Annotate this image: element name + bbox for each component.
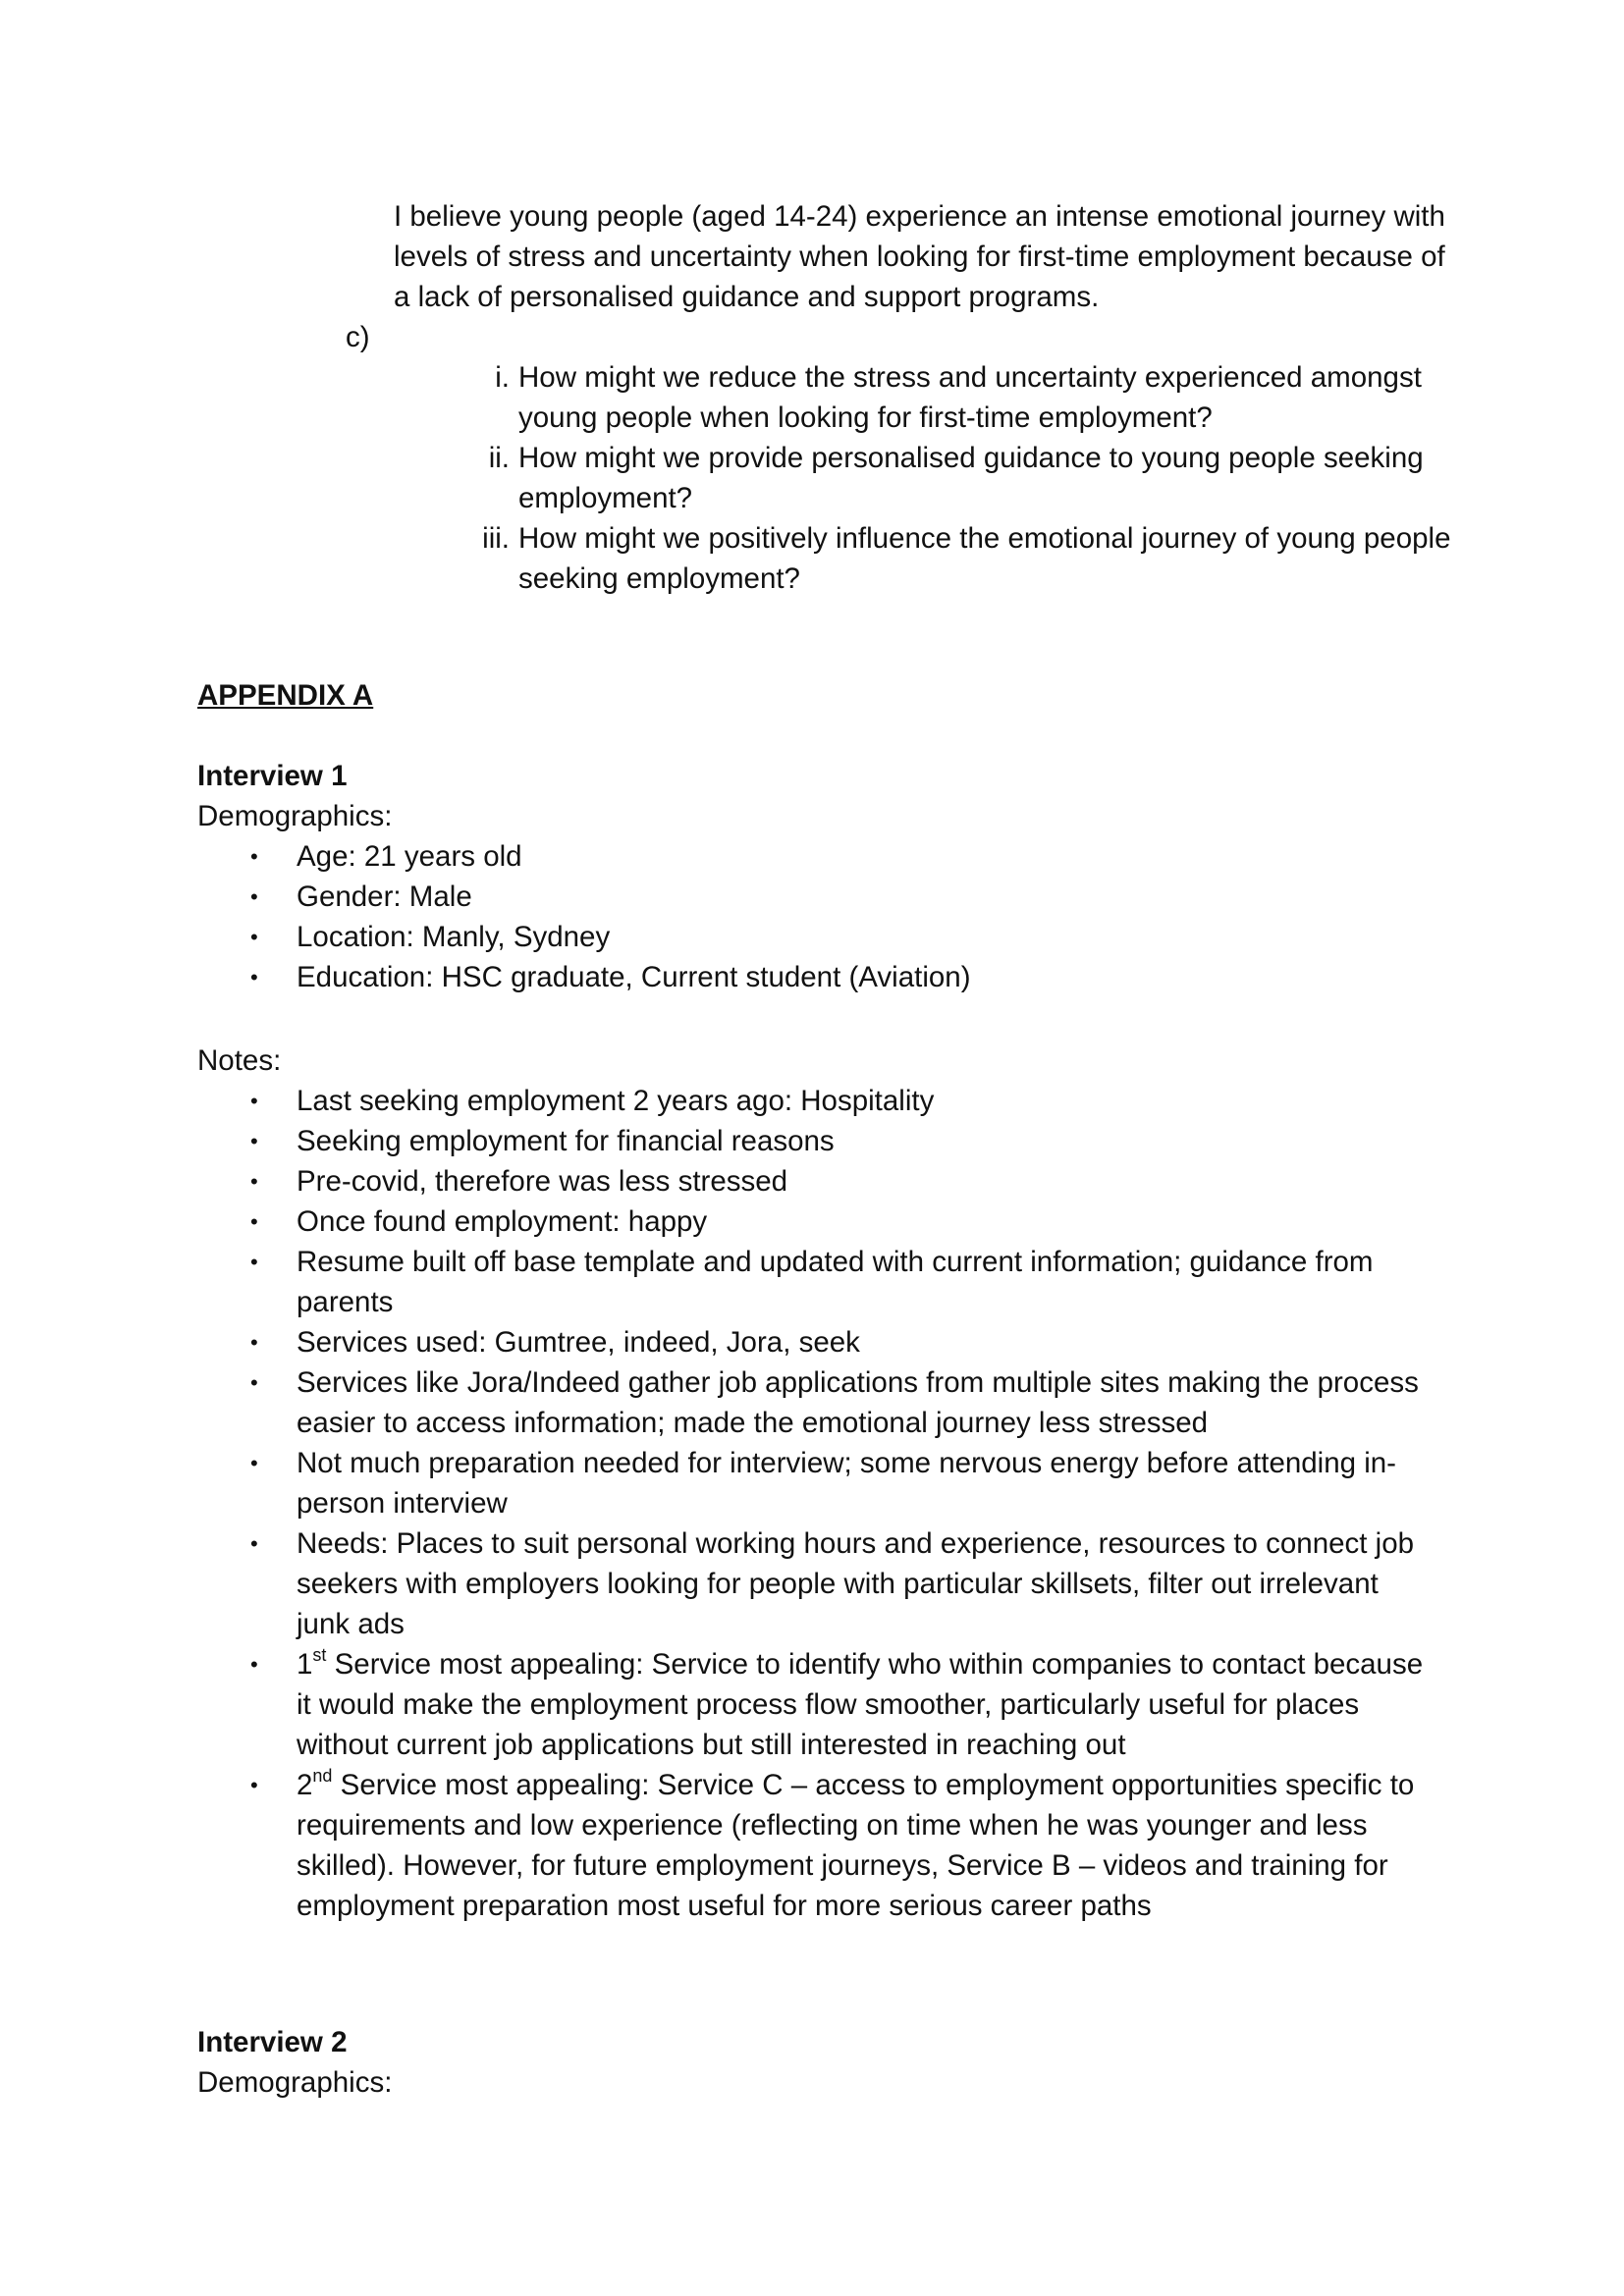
bullet-icon: • xyxy=(250,1129,258,1153)
list-item: • Seeking employment for financial reasons xyxy=(197,1121,1426,1161)
roman-numeral: i. xyxy=(495,361,510,394)
demographics-list xyxy=(197,836,1474,997)
bullet-icon: • xyxy=(250,1209,258,1234)
interview-2-title: Interview 2 xyxy=(197,2026,348,2058)
question-text: How might we positively influence the emotional journey of young people seeking employment? xyxy=(518,522,1451,595)
list-item xyxy=(394,357,1454,438)
hmw-questions-list xyxy=(394,357,1454,599)
list-item: • Services used: Gumtree, indeed, Jora, seek xyxy=(197,1322,1426,1362)
list-item: • Services like Jora/Indeed gather job applications from multiple sites making the process easier to access information; made the emotional journey less stressed xyxy=(197,1362,1426,1443)
interview-1-notes xyxy=(197,1041,1474,1926)
list-item: • 2nd Service most appealing: Service C – access to employment opportunities specific to requirements and low experience (reflecting on time when he was younger and less skilled). However, for future employment journeys, Service B – videos and training for employment preparation most useful for more serious career paths xyxy=(250,1766,1415,1922)
list-item: • Gender: Male xyxy=(197,877,1426,917)
interview-1-section xyxy=(197,756,1474,997)
list-item: • Pre-covid, therefore was less stressed xyxy=(197,1161,1426,1201)
bullet-icon: • xyxy=(250,1652,258,1677)
bullet-icon: • xyxy=(250,965,258,989)
demographics-label: Demographics: xyxy=(197,800,393,832)
bullet-icon: • xyxy=(250,1330,258,1355)
bullet-icon: • xyxy=(250,1370,258,1395)
bullet-icon: • xyxy=(250,1773,258,1797)
interview-2-section xyxy=(197,2022,1474,2103)
question-text: How might we provide personalised guidance to young people seeking employment? xyxy=(518,442,1424,514)
bullet-icon: • xyxy=(250,925,258,949)
roman-numeral: iii. xyxy=(482,522,510,555)
list-item: • Location: Manly, Sydney xyxy=(197,917,1426,957)
list-item: • Age: 21 years old xyxy=(197,836,1426,877)
list-item: • Once found employment: happy xyxy=(197,1201,1426,1242)
list-item: • Last seeking employment 2 years ago: Hospitality xyxy=(197,1081,1426,1121)
interview-1-title: Interview 1 xyxy=(197,760,348,792)
list-item xyxy=(394,438,1454,518)
list-item: • Education: HSC graduate, Current student (Aviation) xyxy=(197,957,1426,997)
bullet-icon: • xyxy=(250,1531,258,1556)
bullet-icon: • xyxy=(250,1250,258,1274)
list-item: • 1st Service most appealing: Service to identify who within companies to contact because it would make the employment process flow smoother, particularly useful for places without current job applications but still interested in reaching out xyxy=(250,1645,1424,1761)
notes-list xyxy=(197,1081,1474,1926)
bullet-icon: • xyxy=(250,884,258,909)
list-label-c: c) xyxy=(346,321,370,353)
list-item: • Resume built off base template and updated with current information; guidance from parents xyxy=(197,1242,1426,1322)
roman-numeral: ii. xyxy=(488,442,510,474)
list-item: • Not much preparation needed for interview; some nervous energy before attending in-person interview xyxy=(197,1443,1426,1523)
list-item: • Needs: Places to suit personal working hours and experience, resources to connect job seekers with employers looking for people with particular skillsets, filter out irrelevant junk ads xyxy=(197,1523,1426,1644)
bullet-icon: • xyxy=(250,1089,258,1113)
hypothesis-paragraph: I believe young people (aged 14-24) experience an intense emotional journey with levels of stress and uncertainty when looking for first-time employment because of a lack of personalised guidance and support programs. xyxy=(394,200,1445,313)
list-item xyxy=(394,518,1454,599)
bullet-icon: • xyxy=(250,844,258,869)
demographics-label: Demographics: xyxy=(197,2066,393,2099)
bullet-icon: • xyxy=(250,1451,258,1475)
question-text: How might we reduce the stress and uncertainty experienced amongst young people when looking for first-time employment? xyxy=(518,361,1422,434)
notes-label: Notes: xyxy=(197,1044,282,1077)
appendix-title: APPENDIX A xyxy=(197,679,374,712)
bullet-icon: • xyxy=(250,1169,258,1194)
